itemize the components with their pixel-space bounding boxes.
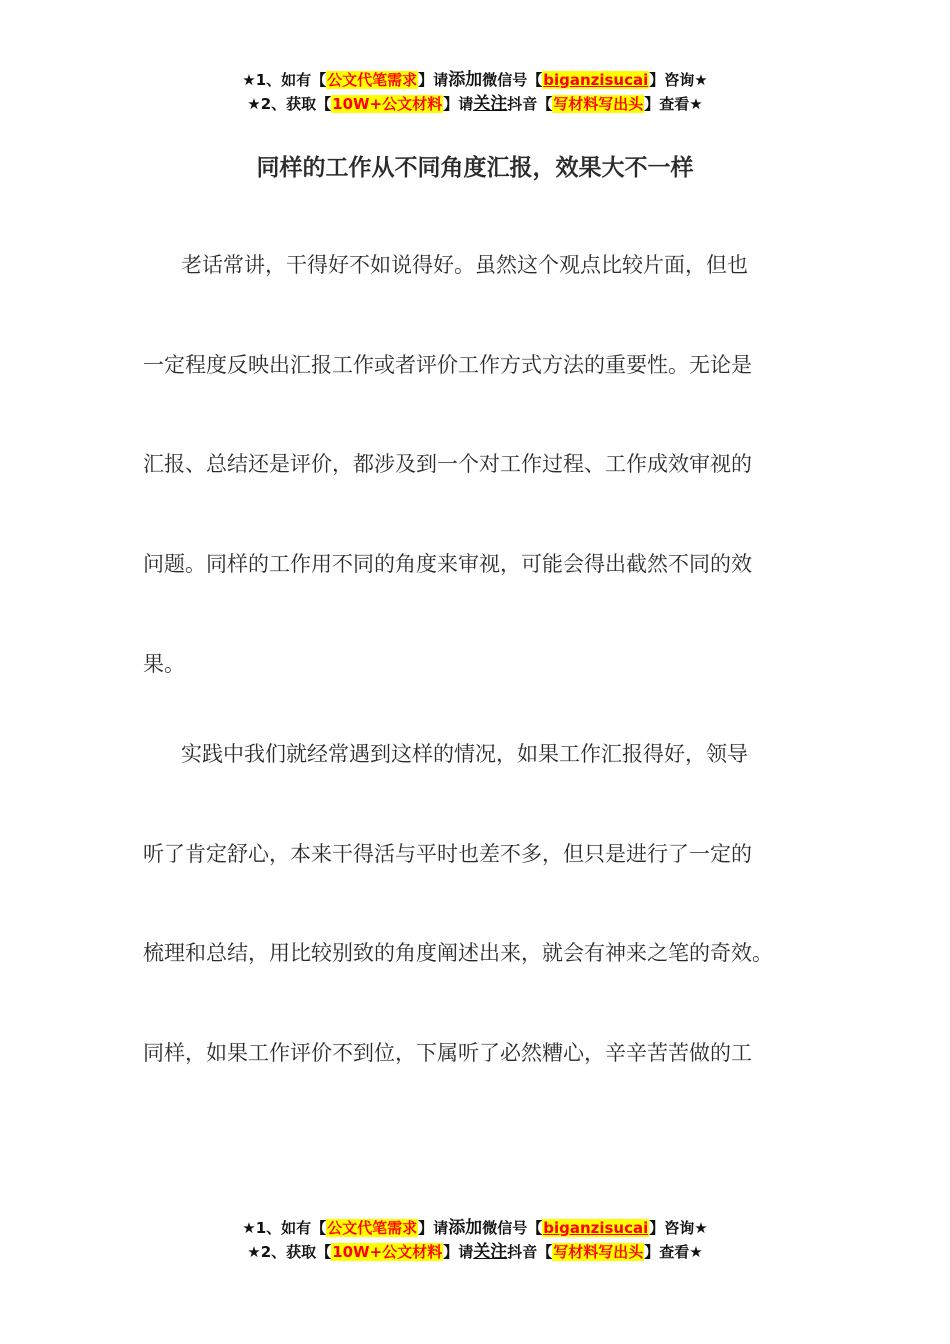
promo-highlight: 公文代笔需求 xyxy=(327,1219,418,1237)
promo-emphasis: 关注 xyxy=(473,1242,508,1262)
douyin-account: 写材料写出头 xyxy=(553,1243,644,1261)
douyin-account: 写材料写出头 xyxy=(553,95,644,113)
promo-highlight: 10W+公文材料 xyxy=(332,1243,443,1261)
promo-line-1 xyxy=(0,68,950,92)
promo-text: 】请 xyxy=(418,1219,449,1237)
promo-emphasis: 添加 xyxy=(448,70,483,90)
paragraph-line: 一定程度反映出汇报工作或者评价工作方式方法的重要性。无论是 xyxy=(143,352,752,377)
promo-text: 微信号【 xyxy=(482,1219,543,1237)
paragraph-line: 老话常讲，干得好不如说得好。虽然这个观点比较片面，但也 xyxy=(181,253,748,277)
promo-text: 微信号【 xyxy=(482,71,543,89)
promo-text: 】请 xyxy=(418,71,449,89)
paragraph-2 xyxy=(143,739,833,1138)
promo-line-1 xyxy=(0,1216,950,1240)
promo-highlight: 10W+公文材料 xyxy=(332,95,443,113)
promo-text: 】请 xyxy=(443,1243,474,1261)
promo-text: ★2、获取【 xyxy=(247,1243,332,1261)
promo-emphasis: 添加 xyxy=(448,1218,483,1238)
promo-text: 】咨询★ xyxy=(649,1219,708,1237)
paragraph-line: 果。 xyxy=(143,651,185,676)
paragraph-line: 听了肯定舒心，本来干得活与平时也差不多，但只是进行了一定的 xyxy=(143,841,752,866)
promo-emphasis: 关注 xyxy=(473,94,508,114)
paragraph-line: 实践中我们就经常遇到这样的情况，如果工作汇报得好，领导 xyxy=(181,742,748,766)
promo-highlight: 公文代笔需求 xyxy=(327,71,418,89)
paragraph-line: 梳理和总结，用比较别致的角度阐述出来，就会有神来之笔的奇效。 xyxy=(143,941,773,966)
promo-text: 】查看★ xyxy=(644,1243,703,1261)
promo-text: ★1、如有【 xyxy=(242,1219,327,1237)
promo-line-2 xyxy=(0,92,950,116)
document-title: 同样的工作从不同角度汇报，效果大不一样 xyxy=(256,155,694,181)
promo-text: 】查看★ xyxy=(644,95,703,113)
promo-header xyxy=(0,68,950,116)
paragraph-line: 汇报、总结还是评价，都涉及到一个对工作过程、工作成效审视的 xyxy=(143,452,752,477)
paragraph-line: 同样，如果工作评价不到位，下属听了必然糟心，辛辛苦苦做的工 xyxy=(143,1041,752,1066)
paragraph-line: 问题。同样的工作用不同的角度来审视，可能会得出截然不同的效 xyxy=(143,552,752,577)
promo-text: 抖音【 xyxy=(507,95,553,113)
promo-text: ★2、获取【 xyxy=(247,95,332,113)
promo-text: 抖音【 xyxy=(507,1243,553,1261)
promo-text: 】咨询★ xyxy=(649,71,708,89)
promo-line-2 xyxy=(0,1240,950,1264)
promo-text: 】请 xyxy=(443,95,474,113)
promo-footer xyxy=(0,1216,950,1264)
promo-text: ★1、如有【 xyxy=(242,71,327,89)
wechat-id: biganzisucai xyxy=(543,1219,649,1237)
paragraph-1 xyxy=(143,250,833,748)
wechat-id: biganzisucai xyxy=(543,71,649,89)
